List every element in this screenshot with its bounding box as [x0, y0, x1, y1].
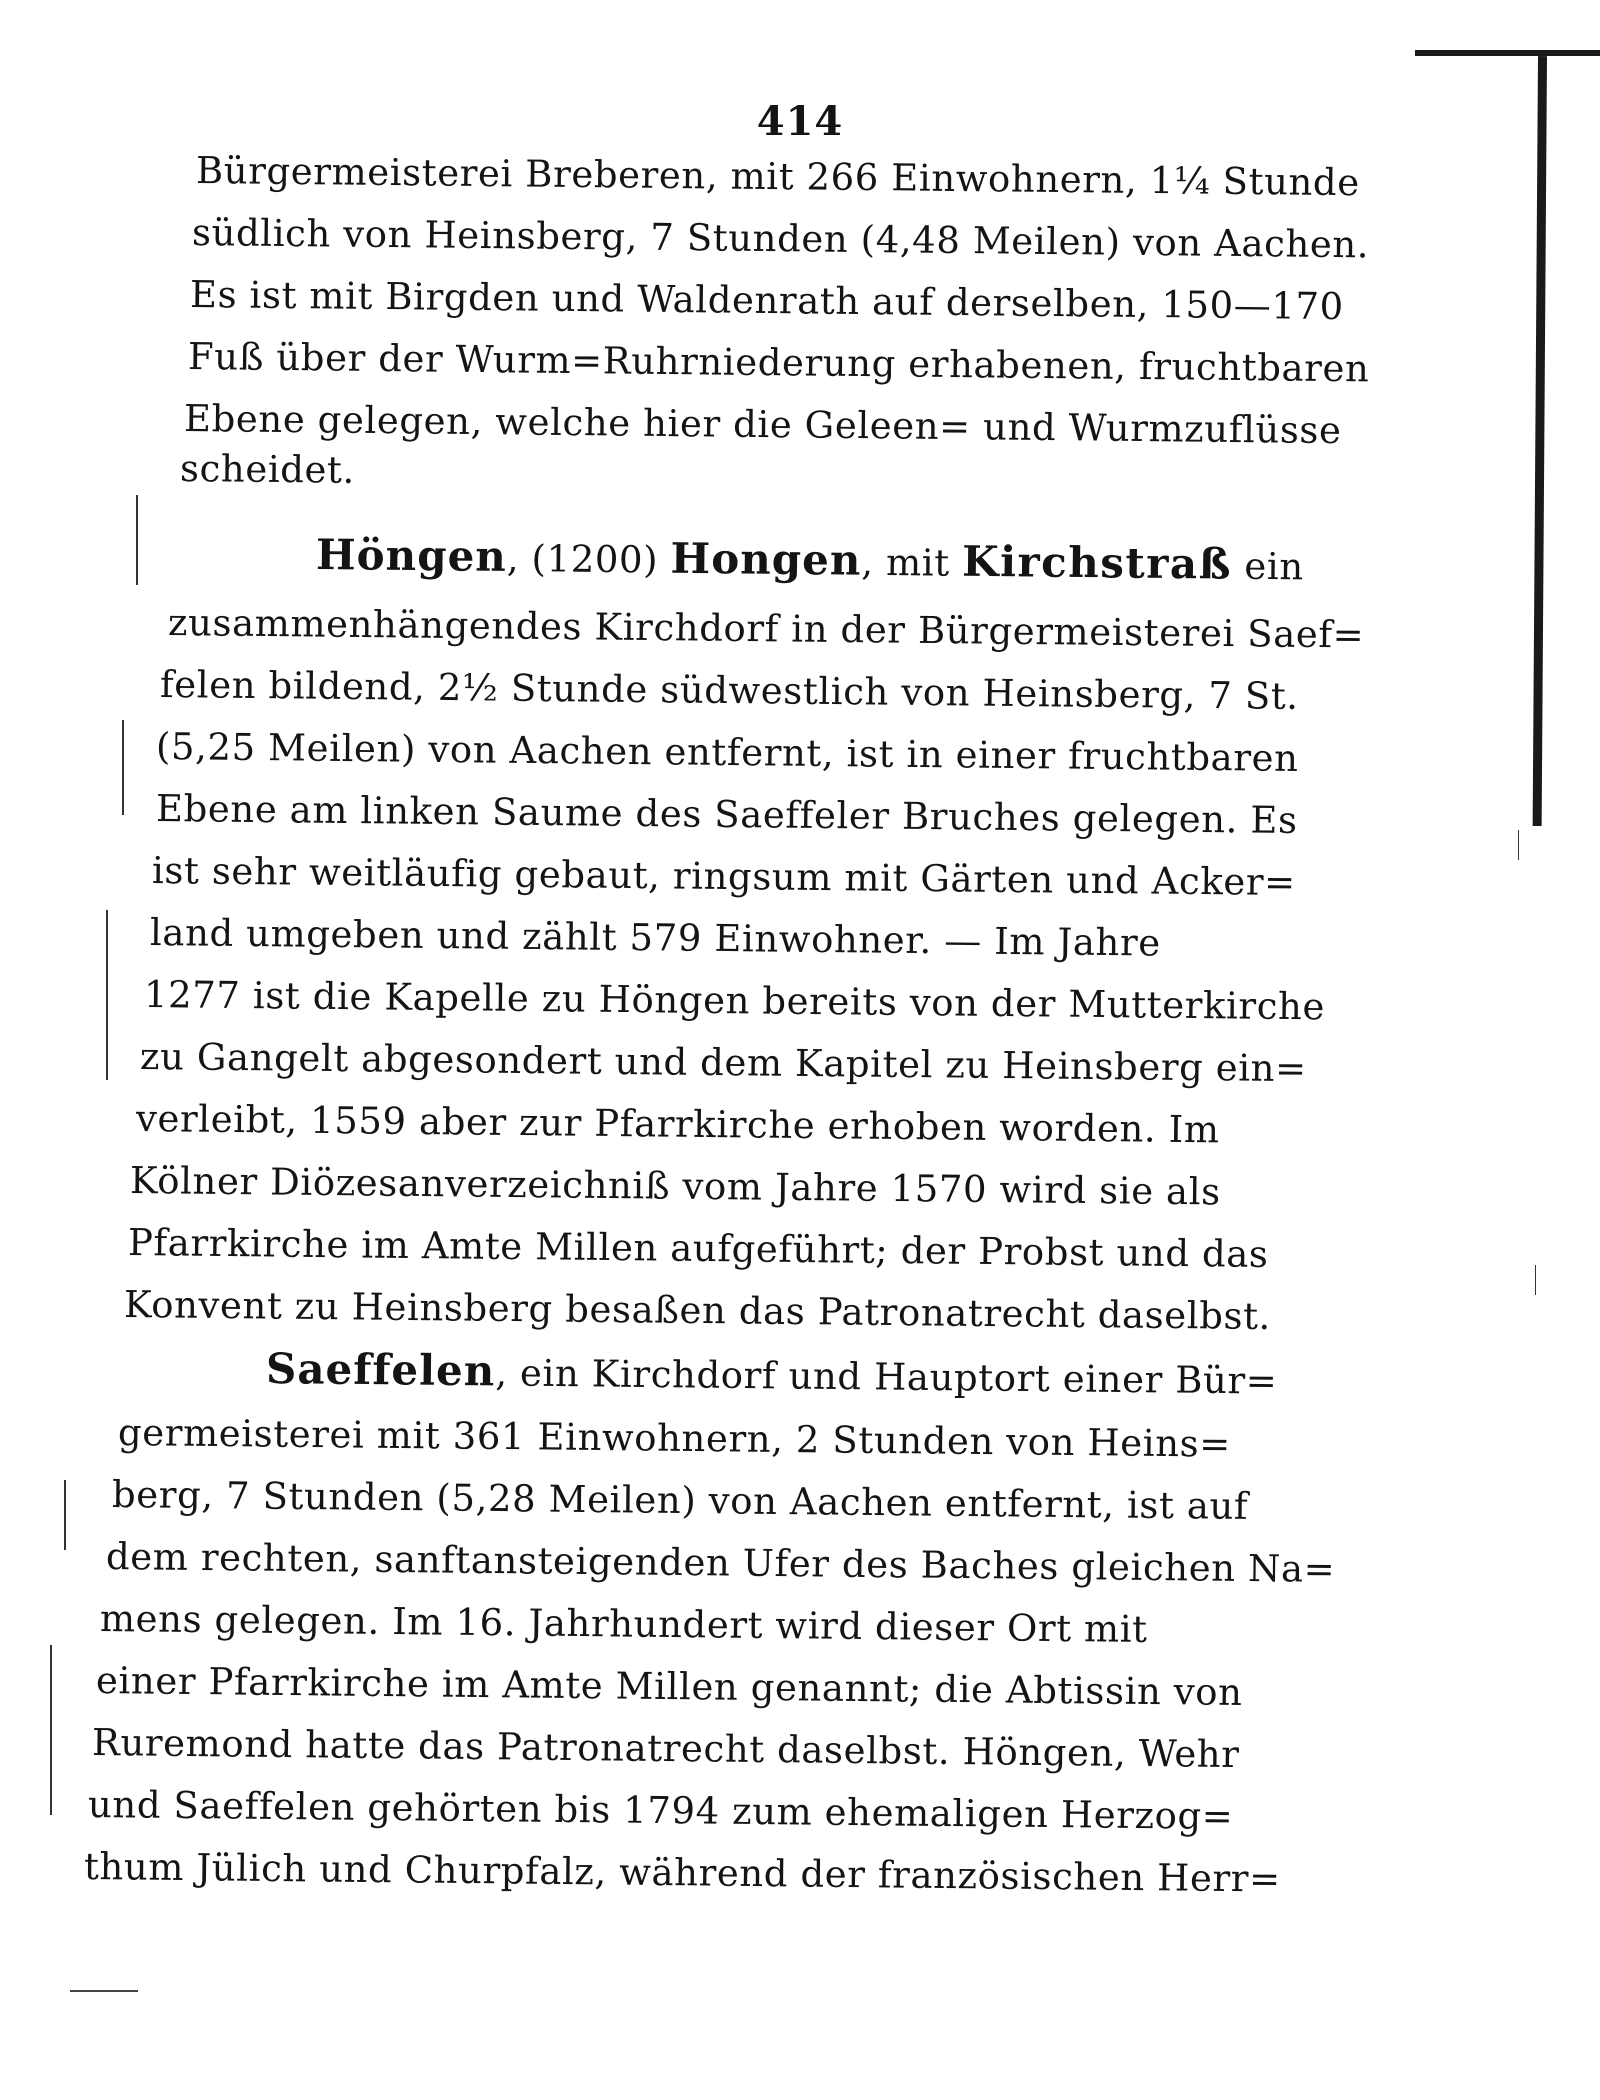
binding-shadow-edge — [1533, 56, 1547, 826]
text-line: dem rechten, sanftansteigenden Ufer des Baches gleichen Na= — [105, 1535, 1336, 1591]
margin-mark — [106, 910, 108, 1080]
text-line: südlich von Heinsberg, 7 Stunden (4,48 Meilen) von Aachen. — [191, 211, 1370, 267]
margin-mark — [64, 1480, 66, 1550]
text-line: germeisterei mit 361 Einwohnern, 2 Stunden von Heins= — [117, 1411, 1232, 1466]
text-line: verleibt, 1559 aber zur Pfarrkirche erhoben worden. Im — [135, 1097, 1220, 1152]
text-line: einer Pfarrkirche im Amte Millen genannt; die Abtissin von — [95, 1659, 1243, 1715]
text-line: Ebene gelegen, welche hier die Geleen= und Wurmzuflüsse — [183, 397, 1342, 453]
entry-with: , mit — [861, 540, 963, 585]
entry-street: Kirchstraß — [961, 536, 1233, 589]
text-line: land umgeben und zählt 579 Einwohner. — Im Jahre — [149, 911, 1162, 965]
entry-alt-name: Hongen — [670, 533, 862, 585]
footer-rule — [70, 1990, 138, 1992]
text-line: Konvent zu Heinsberg besaßen das Patronatrecht daselbst. — [123, 1283, 1272, 1339]
binding-shadow-top — [1415, 50, 1600, 56]
text-line: 1277 ist die Kapelle zu Höngen bereits von der Mutterkirche — [143, 973, 1326, 1029]
margin-mark — [136, 495, 138, 585]
text-line: Bürgermeisterei Breberen, mit 266 Einwohnern, 1¼ Stunde — [195, 149, 1360, 205]
text-line: ist sehr weitläufig gebaut, ringsum mit Gärten und Acker= — [151, 849, 1296, 904]
margin-mark — [50, 1645, 52, 1815]
text-line: berg, 7 Stunden (5,28 Meilen) von Aachen entfernt, ist auf — [111, 1473, 1249, 1528]
text-line: Ebene am linken Saume des Saeffeler Bruches gelegen. Es — [155, 787, 1298, 842]
text-line: zusammenhängendes Kirchdorf in der Bürgermeisterei Saef= — [167, 601, 1365, 657]
page-number: 414 — [756, 98, 844, 145]
entry-heading-line — [316, 532, 1304, 590]
text-line: Fuß über der Wurm=Ruhrniederung erhabenen, fruchtbaren — [187, 335, 1370, 391]
entry-first-rest: ein — [1231, 544, 1305, 589]
margin-mark — [1535, 1265, 1536, 1295]
text-line: thum Jülich und Churpfalz, während der französischen Herr= — [83, 1845, 1281, 1901]
margin-mark — [1518, 830, 1519, 860]
text-line: scheidet. — [179, 447, 356, 492]
text-line: Kölner Diözesanverzeichniß vom Jahre 1570 wird sie als — [129, 1159, 1221, 1214]
entry-lemma: Saeffelen — [265, 1344, 496, 1396]
text-line: (5,25 Meilen) von Aachen entfernt, ist in einer fruchtbaren — [155, 725, 1299, 780]
text-line: und Saeffelen gehörten bis 1794 zum ehemaligen Herzog= — [87, 1783, 1234, 1838]
entry-lemma: Höngen — [315, 530, 508, 581]
entry-first-rest: , ein Kirchdorf und Hauptort einer Bür= — [495, 1351, 1278, 1403]
text-line: Pfarrkirche im Amte Millen aufgeführt; der Probst und das — [127, 1221, 1269, 1276]
text-line: Ruremond hatte das Patronatrecht daselbst. Höngen, Wehr — [91, 1721, 1240, 1777]
entry-heading-line — [266, 1346, 1278, 1405]
text-line: Es ist mit Birgden und Waldenrath auf derselben, 150—170 — [189, 273, 1345, 329]
text-line: felen bildend, 2½ Stunde südwestlich von Heinsberg, 7 St. — [159, 663, 1299, 718]
text-line: mens gelegen. Im 16. Jahrhundert wird dieser Ort mit — [99, 1597, 1148, 1651]
margin-mark — [122, 720, 124, 815]
entry-year: , (1200) — [506, 536, 671, 582]
text-line: zu Gangelt abgesondert und dem Kapitel zu Heinsberg ein= — [139, 1035, 1307, 1091]
